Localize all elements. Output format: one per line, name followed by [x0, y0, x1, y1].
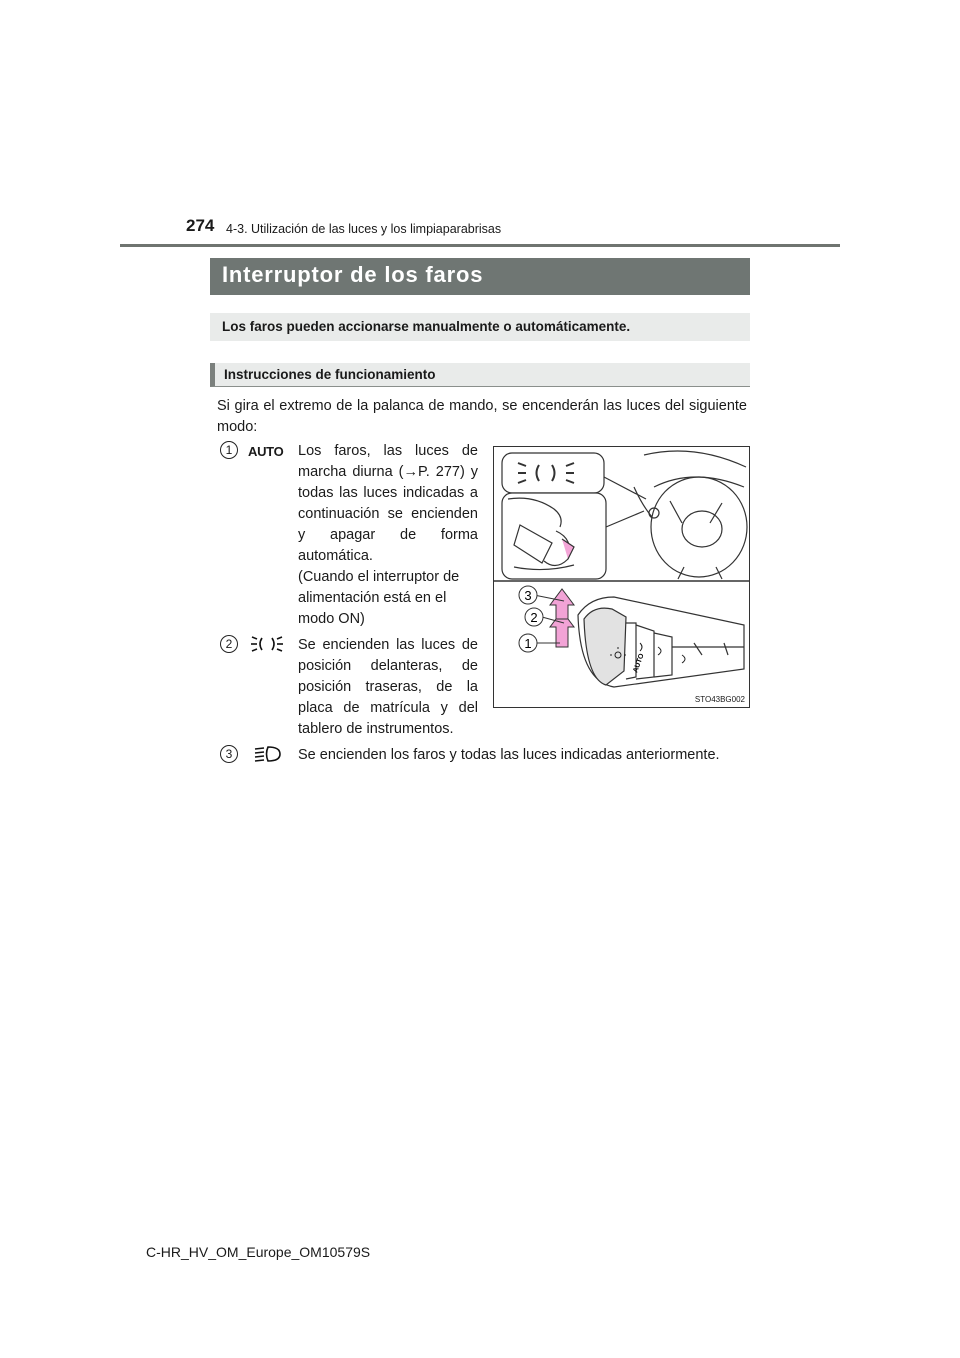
lever-illustration: [494, 447, 749, 707]
item-3-text: [298, 745, 748, 766]
auto-text-icon: AUTO: [248, 444, 284, 459]
switch-auto-label: AUTO: [632, 652, 646, 674]
position-lights-icon: [250, 634, 284, 654]
callout-1: 1: [524, 636, 532, 651]
item-2-description: Se encienden las luces de posición delanteras, de posición traseras, de la placa de matrícula y del tablero de instrumentos.: [298, 637, 478, 737]
item-1-note: (Cuando el interruptor de alimentación está en el modo ON): [298, 569, 460, 627]
item-1-text: [298, 441, 478, 630]
callout-3: 3: [524, 588, 532, 603]
page-number: 274: [186, 216, 215, 235]
callout-2: 2: [530, 610, 538, 625]
item-1-description: Los faros, las luces de marcha diurna (→P. 277) y todas las luces indicadas a continuación se encienden y apagar de forma automática.: [298, 443, 478, 564]
headlight-icon: [252, 744, 284, 764]
section-heading: Instrucciones de funcionamiento: [210, 363, 750, 387]
lead-paragraph: Si gira el extremo de la palanca de mando, se encenderán las luces del siguiente modo:: [217, 398, 747, 435]
item-2-text: [298, 635, 478, 740]
headlight-switch-figure: [493, 446, 750, 708]
figure-code: STO43BG002: [694, 695, 745, 704]
document-footer: C-HR_HV_OM_Europe_OM10579S: [146, 1244, 371, 1260]
item-number-3: 3: [220, 745, 238, 763]
intro-summary: Los faros pueden accionarse manualmente o automáticamente.: [210, 313, 750, 341]
item-number-1: 1: [220, 441, 238, 459]
item-3-description: Se encienden los faros y todas las luces indicadas anteriormente.: [298, 747, 720, 763]
breadcrumb: 4-3. Utilización de las luces y los limpiaparabrisas: [226, 222, 502, 236]
header-divider: [120, 244, 840, 247]
item-number-2: 2: [220, 635, 238, 653]
page-title: Interruptor de los faros: [210, 258, 750, 295]
